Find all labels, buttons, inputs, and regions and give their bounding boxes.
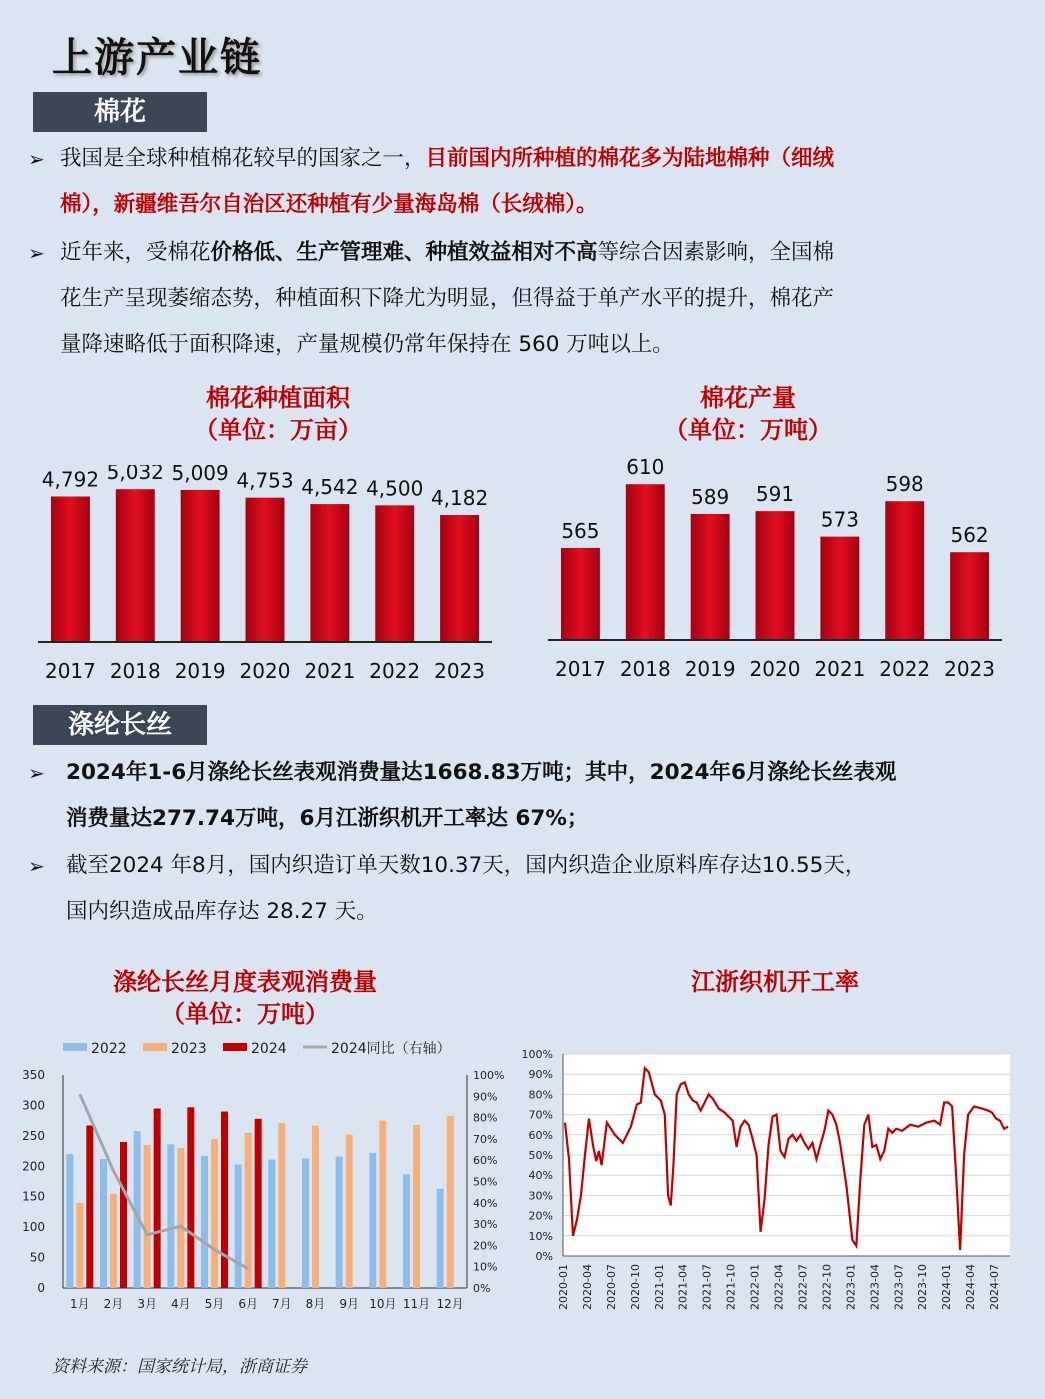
y-tick-label: 20% bbox=[528, 1209, 553, 1223]
x-tick-label: 3月 bbox=[137, 1297, 157, 1311]
bar bbox=[235, 1164, 242, 1288]
x-tick-label: 10月 bbox=[369, 1297, 397, 1311]
x-tick-label: 2017 bbox=[44, 659, 96, 683]
bar bbox=[144, 1145, 151, 1288]
bar bbox=[561, 548, 600, 640]
x-tick-label: 7月 bbox=[272, 1297, 292, 1311]
y-tick-label: 0 bbox=[37, 1281, 45, 1295]
y-tick-label: 250 bbox=[22, 1128, 45, 1143]
bar bbox=[310, 504, 349, 642]
x-tick-label: 2月 bbox=[103, 1297, 124, 1311]
cotton-bullet-2-post: 等综合因素影响，全国棉 bbox=[597, 240, 835, 265]
polyester-bullet-1 bbox=[28, 750, 1018, 842]
x-tick-label: 2023-10 bbox=[916, 1264, 930, 1310]
y-tick-label: 150 bbox=[22, 1189, 45, 1204]
legend-label: 2024同比（右轴） bbox=[331, 1041, 451, 1057]
x-tick-label: 2024-07 bbox=[988, 1264, 1002, 1310]
legend-label: 2022 bbox=[91, 1041, 127, 1057]
polyester-bullet-2-line-2: 国内织造成品库存达 28.27 天。 bbox=[66, 899, 378, 924]
bar bbox=[120, 1142, 127, 1288]
section-label-polyester: 涤纶长丝 bbox=[33, 705, 207, 745]
data-label: 598 bbox=[885, 472, 924, 497]
x-tick-label: 2022-07 bbox=[796, 1264, 810, 1310]
y2-tick-label: 50% bbox=[473, 1175, 498, 1189]
data-label: 4,792 bbox=[41, 467, 100, 492]
y2-tick-label: 80% bbox=[473, 1111, 498, 1125]
cotton-bullet-1 bbox=[28, 136, 1008, 228]
x-tick-label: 2023-07 bbox=[892, 1264, 906, 1310]
y2-tick-label: 40% bbox=[473, 1196, 498, 1210]
y2-tick-label: 60% bbox=[473, 1154, 498, 1168]
x-tick-label: 2019 bbox=[174, 659, 226, 683]
y-tick-label: 100% bbox=[521, 1048, 553, 1061]
y2-tick-label: 20% bbox=[473, 1239, 498, 1253]
bar bbox=[437, 1189, 444, 1288]
bar bbox=[403, 1174, 410, 1288]
bar bbox=[177, 1148, 184, 1288]
legend-label: 2024 bbox=[251, 1041, 287, 1057]
bar bbox=[246, 498, 285, 642]
bar bbox=[369, 1153, 376, 1288]
x-tick-label: 2022-01 bbox=[748, 1264, 762, 1310]
y2-tick-label: 100% bbox=[473, 1069, 505, 1082]
bar bbox=[110, 1194, 117, 1288]
polyester-monthly-chart bbox=[15, 1035, 510, 1325]
chart-subtitle: （单位：万吨） bbox=[664, 415, 832, 444]
chart-title: 涤纶长丝月度表观消费量 bbox=[113, 967, 377, 996]
bar bbox=[51, 496, 90, 642]
x-tick-label: 2023-04 bbox=[868, 1264, 882, 1310]
y-tick-label: 90% bbox=[528, 1068, 553, 1082]
y-tick-label: 70% bbox=[528, 1108, 553, 1122]
bar bbox=[756, 511, 795, 640]
cotton-output-chart bbox=[540, 455, 1010, 687]
bar bbox=[187, 1107, 194, 1288]
x-tick-label: 12月 bbox=[436, 1297, 464, 1311]
x-tick-label: 9月 bbox=[339, 1297, 359, 1311]
bar bbox=[375, 505, 414, 642]
y2-tick-label: 10% bbox=[473, 1260, 498, 1274]
arrow-icon: ➢ bbox=[28, 147, 45, 171]
y-tick-label: 100 bbox=[22, 1220, 45, 1235]
bar bbox=[201, 1156, 208, 1288]
x-tick-label: 2021-10 bbox=[724, 1264, 738, 1310]
bar bbox=[302, 1158, 309, 1288]
y-tick-label: 80% bbox=[528, 1088, 553, 1102]
cotton-bullet-1-text: 我国是全球种植棉花较早的国家之一， bbox=[60, 146, 426, 171]
source-note: 资料来源：国家统计局，浙商证券 bbox=[52, 1357, 307, 1377]
bar bbox=[154, 1108, 161, 1288]
cotton-bullet-1-highlight-1: 目前国内所种植的棉花多为陆地棉种（细绒 bbox=[425, 146, 835, 171]
bar bbox=[447, 1116, 454, 1288]
y-tick-label: 0% bbox=[535, 1250, 553, 1263]
x-tick-label: 2021-04 bbox=[676, 1264, 690, 1310]
x-tick-label: 2020 bbox=[239, 659, 291, 683]
cotton-bullet-2-bold: 价格低、生产管理难、种植效益相对不高 bbox=[210, 240, 598, 265]
y2-tick-label: 0% bbox=[473, 1282, 491, 1295]
bar bbox=[820, 537, 859, 640]
data-label: 5,032 bbox=[106, 465, 164, 485]
x-tick-label: 6月 bbox=[238, 1297, 258, 1311]
x-tick-label: 2021 bbox=[304, 659, 356, 683]
x-tick-label: 2020-07 bbox=[604, 1264, 618, 1310]
arrow-icon: ➢ bbox=[28, 761, 45, 785]
x-tick-label: 2024-01 bbox=[940, 1264, 954, 1310]
cotton-bullet-2-line-2: 花生产呈现萎缩态势，种植面积下降尤为明显，但得益于单产水平的提升，棉花产 bbox=[60, 286, 835, 311]
bar bbox=[278, 1123, 285, 1288]
x-tick-label: 2020-04 bbox=[580, 1264, 594, 1310]
y-tick-label: 40% bbox=[528, 1169, 553, 1183]
bar bbox=[245, 1133, 252, 1288]
cotton-area-chart bbox=[30, 465, 500, 690]
cotton-bullet-2-pre: 近年来，受棉花 bbox=[60, 240, 211, 265]
y2-tick-label: 30% bbox=[473, 1218, 498, 1232]
loom-operating-rate-chart bbox=[515, 1040, 1020, 1330]
legend-swatch bbox=[223, 1043, 247, 1051]
page-title: 上游产业链 bbox=[52, 34, 262, 81]
data-label: 589 bbox=[691, 484, 730, 509]
data-label: 591 bbox=[755, 482, 795, 507]
polyester-bullet-1-line-2: 消费量达277.74万吨，6月江浙织机开工率达 67%； bbox=[66, 806, 589, 831]
x-tick-label: 2018 bbox=[109, 659, 161, 683]
data-label: 610 bbox=[626, 455, 665, 480]
bar bbox=[336, 1157, 343, 1288]
bar bbox=[950, 552, 989, 640]
x-tick-label: 2020-01 bbox=[557, 1264, 570, 1310]
polyester-bullet-2 bbox=[28, 843, 1018, 935]
chart-title: 棉花种植面积 bbox=[206, 383, 350, 412]
data-label: 4,500 bbox=[366, 476, 424, 501]
cotton-bullet-2 bbox=[28, 230, 1008, 368]
chart-subtitle: （单位：万吨） bbox=[161, 999, 329, 1028]
bar bbox=[181, 490, 220, 642]
y2-tick-label: 90% bbox=[473, 1090, 498, 1104]
bar bbox=[885, 501, 924, 640]
bar bbox=[116, 489, 155, 642]
arrow-icon: ➢ bbox=[28, 241, 45, 265]
bar bbox=[626, 484, 665, 640]
cotton-bullet-1-highlight-2: 棉），新疆维吾尔自治区还种植有少量海岛棉（长绒棉）。 bbox=[60, 192, 598, 217]
y-tick-label: 50% bbox=[528, 1149, 553, 1162]
x-tick-label: 2023 bbox=[944, 657, 996, 681]
x-tick-label: 1月 bbox=[70, 1297, 90, 1311]
x-tick-label: 2019 bbox=[684, 657, 736, 681]
arrow-icon: ➢ bbox=[28, 854, 45, 878]
x-tick-label: 2023-01 bbox=[844, 1264, 858, 1310]
data-label: 4,753 bbox=[236, 468, 294, 493]
bar bbox=[691, 514, 730, 640]
data-label: 5,009 bbox=[171, 465, 229, 485]
y-tick-label: 50 bbox=[29, 1250, 45, 1265]
bar bbox=[76, 1203, 83, 1288]
y-tick-label: 200 bbox=[22, 1159, 45, 1174]
bar bbox=[211, 1139, 218, 1288]
bar bbox=[66, 1154, 73, 1288]
bar bbox=[440, 515, 479, 642]
x-tick-label: 2020-10 bbox=[628, 1264, 642, 1310]
x-tick-label: 2022 bbox=[369, 659, 421, 683]
chart-title: 棉花产量 bbox=[700, 383, 796, 412]
y2-tick-label: 70% bbox=[473, 1132, 498, 1146]
data-label: 4,182 bbox=[430, 486, 489, 511]
bar bbox=[255, 1119, 262, 1288]
y-tick-label: 300 bbox=[22, 1098, 45, 1113]
x-tick-label: 2021-07 bbox=[700, 1264, 714, 1310]
legend-swatch bbox=[63, 1043, 87, 1051]
x-tick-label: 2022-04 bbox=[772, 1264, 786, 1310]
x-tick-label: 8月 bbox=[305, 1297, 326, 1311]
x-tick-label: 11月 bbox=[402, 1297, 431, 1311]
y-tick-label: 10% bbox=[528, 1229, 553, 1243]
bar bbox=[379, 1121, 386, 1288]
bar bbox=[221, 1112, 228, 1288]
polyester-bullet-1-line-1: 2024年1-6月涤纶长丝表观消费量达1668.83万吨；其中，2024年6月涤纶长丝表观 bbox=[66, 760, 897, 785]
y-tick-label: 30% bbox=[528, 1189, 553, 1203]
y-tick-label: 350 bbox=[22, 1068, 45, 1082]
x-tick-label: 2022-10 bbox=[820, 1264, 834, 1310]
bar bbox=[268, 1160, 275, 1288]
bar bbox=[86, 1126, 93, 1288]
section-label-cotton: 棉花 bbox=[33, 92, 207, 132]
x-tick-label: 2020 bbox=[749, 657, 801, 681]
x-tick-label: 2024-04 bbox=[964, 1264, 978, 1310]
x-tick-label: 2022 bbox=[879, 657, 931, 681]
x-tick-label: 2021-01 bbox=[652, 1264, 666, 1310]
polyester-bullet-2-line-1: 截至2024 年8月，国内织造订单天数10.37天，国内织造企业原料库存达10.55天， bbox=[66, 853, 867, 878]
x-tick-label: 2017 bbox=[554, 657, 606, 681]
data-label: 565 bbox=[561, 518, 600, 543]
bar bbox=[413, 1125, 420, 1288]
legend-swatch bbox=[143, 1043, 167, 1051]
x-tick-label: 2021 bbox=[814, 657, 866, 681]
data-label: 4,542 bbox=[301, 475, 359, 500]
x-tick-label: 5月 bbox=[204, 1297, 225, 1311]
x-tick-label: 4月 bbox=[171, 1297, 191, 1311]
legend-label: 2023 bbox=[171, 1041, 207, 1057]
y-tick-label: 60% bbox=[528, 1128, 553, 1142]
chart-title: 江浙织机开工率 bbox=[691, 967, 859, 996]
bar bbox=[346, 1135, 353, 1288]
bar bbox=[312, 1126, 319, 1288]
data-label: 573 bbox=[820, 507, 859, 532]
x-tick-label: 2023 bbox=[434, 659, 486, 683]
data-label: 562 bbox=[950, 523, 989, 548]
chart-subtitle: （单位：万亩） bbox=[194, 415, 362, 444]
bar bbox=[167, 1144, 174, 1288]
bar bbox=[100, 1159, 107, 1288]
x-tick-label: 2018 bbox=[619, 657, 671, 681]
cotton-bullet-2-line-3: 量降速略低于面积降速，产量规模仍常年保持在 560 万吨以上。 bbox=[60, 332, 674, 357]
